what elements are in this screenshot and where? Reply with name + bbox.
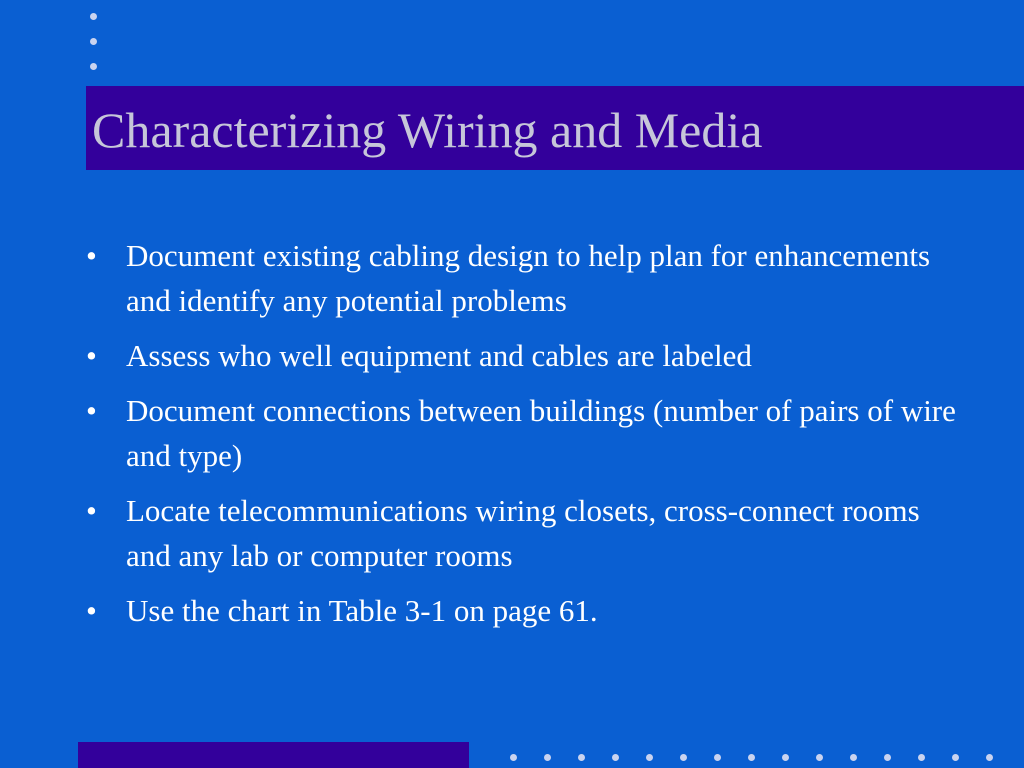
bullet-text: Document connections between buildings (number of pairs of wire and type) <box>126 393 956 473</box>
bullet-item <box>86 488 966 578</box>
bullet-marker-icon: • <box>86 338 97 373</box>
decor-dot <box>680 754 687 761</box>
decor-dot <box>90 63 97 70</box>
slide-title: Characterizing Wiring and Media <box>92 102 763 158</box>
decor-dot <box>850 754 857 761</box>
bullet-item <box>86 233 966 323</box>
decor-dot <box>578 754 585 761</box>
decor-dot <box>918 754 925 761</box>
decor-dot <box>90 38 97 45</box>
decor-dot <box>952 754 959 761</box>
bullet-marker-icon: • <box>86 393 97 428</box>
decor-dot <box>782 754 789 761</box>
decor-dot <box>714 754 721 761</box>
bullet-text: Locate telecommunications wiring closets, cross-connect rooms and any lab or computer rooms <box>126 493 920 573</box>
bullet-marker-icon: • <box>86 593 97 628</box>
decor-dot <box>646 754 653 761</box>
bullet-item <box>86 388 966 478</box>
decor-dot <box>816 754 823 761</box>
bullet-marker-icon: • <box>86 493 97 528</box>
bullet-item <box>86 588 966 633</box>
decor-dot <box>90 13 97 20</box>
bullet-marker-icon: • <box>86 238 97 273</box>
bullet-text: Document existing cabling design to help plan for enhancements and identify any potential problems <box>126 238 931 318</box>
bullet-text: Use the chart in Table 3-1 on page 61. <box>126 593 598 628</box>
decor-dot <box>544 754 551 761</box>
bullet-item <box>86 333 966 378</box>
decor-dot <box>748 754 755 761</box>
footer-band <box>78 742 469 768</box>
decor-dot <box>510 754 517 761</box>
bullet-text: Assess who well equipment and cables are labeled <box>126 338 752 373</box>
bullet-list <box>86 233 966 643</box>
decor-dot <box>884 754 891 761</box>
decor-dot <box>986 754 993 761</box>
decor-dot <box>612 754 619 761</box>
